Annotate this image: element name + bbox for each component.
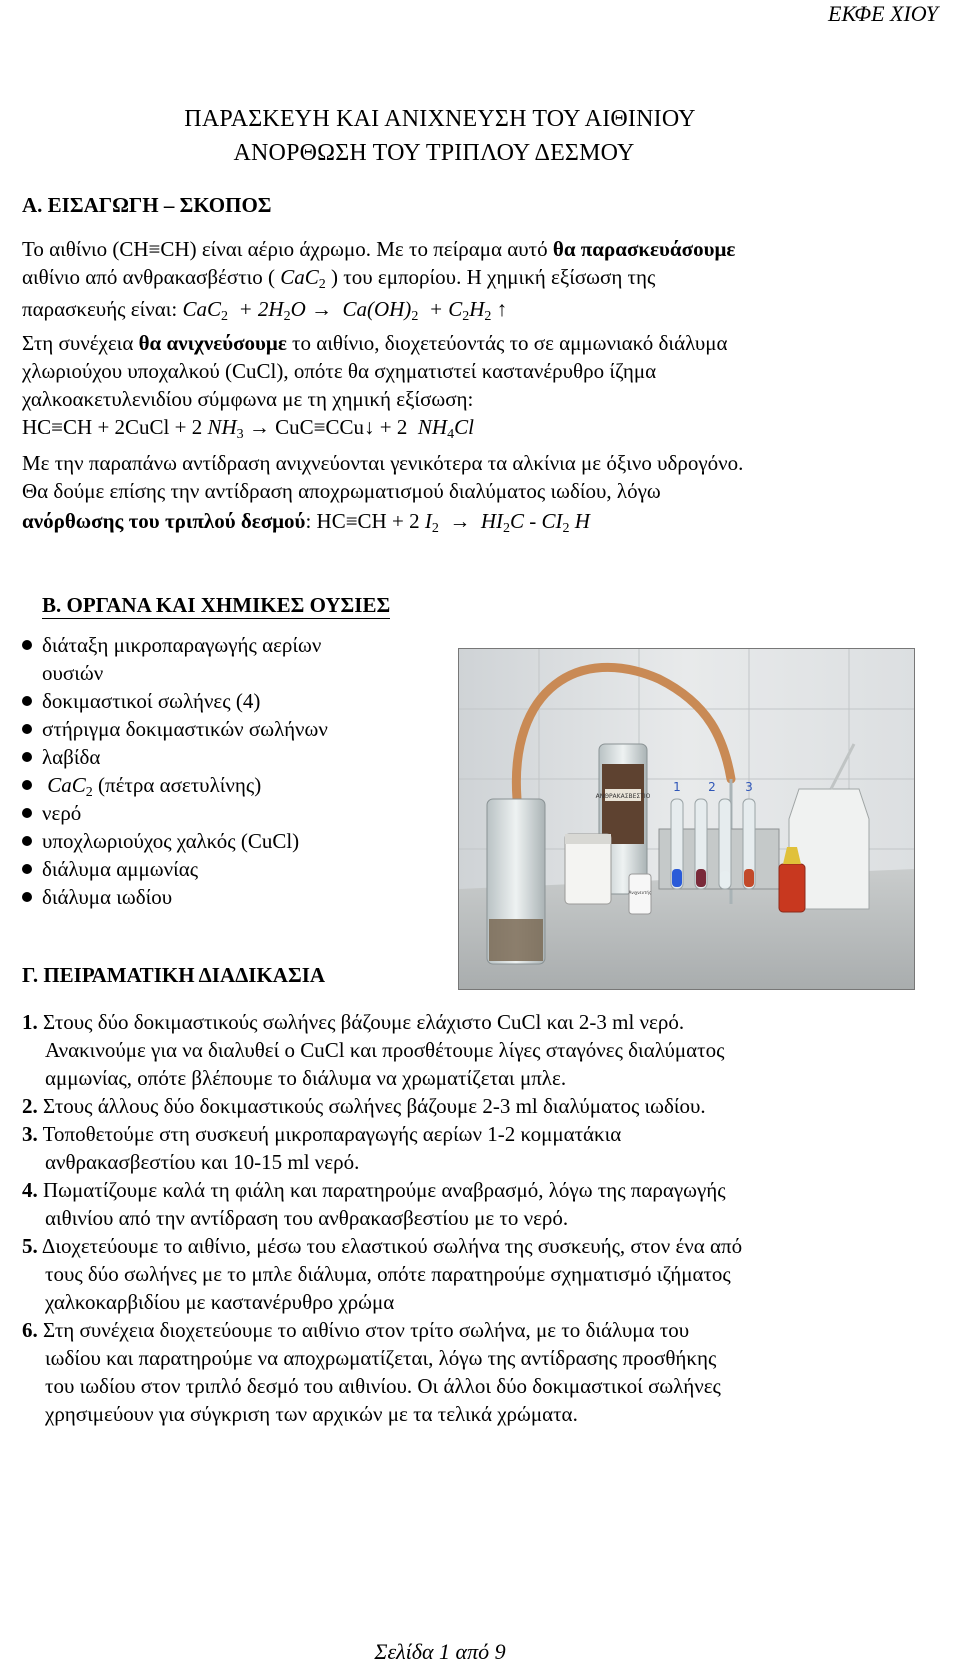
list-item	[22, 828, 299, 855]
text: παρασκευής είναι:	[22, 297, 183, 321]
step-line	[45, 1261, 731, 1288]
step-number: 2.	[22, 1094, 38, 1118]
formula-nh4cl: $NH_4Cl$	[412, 415, 474, 442]
bullet-icon	[22, 696, 32, 706]
text: υποχλωριούχος χαλκός (CuCl)	[42, 829, 300, 853]
step-line	[22, 1233, 742, 1260]
step-number: 4.	[22, 1178, 38, 1202]
text: αιθίνιο από ανθρακασβέστιο (	[22, 265, 281, 289]
step-text: Τοποθετούμε στη συσκευή μικροπαραγωγής αερίων 1-2 κομματάκια	[37, 1122, 622, 1146]
title-line-2: ΑΝΟΡΘΩΣΗ ΤΟΥ ΤΡΙΠΛΟΥ ΔΕΣΜΟΥ	[233, 140, 635, 166]
flask-liquid	[489, 919, 543, 961]
section-b-heading	[42, 592, 390, 619]
equation-preparation: $CaC_2 + 2H_2O \to Ca(OH)_2 + C_2H_2$ ↑	[182, 297, 508, 324]
step-line	[22, 1009, 684, 1036]
text: ) του εμπορίου. Η χημική εξίσωση της	[325, 265, 656, 289]
intro-line-2	[22, 264, 922, 294]
text: CuC≡CCu	[275, 415, 365, 439]
formula-nh3: $NH_3$	[207, 415, 244, 442]
tube-1-blue	[672, 869, 682, 887]
text: : HC≡CH + 2	[305, 509, 425, 533]
step-line	[22, 1093, 706, 1120]
apparatus-photo	[458, 648, 915, 990]
bold-text: θα παρασκευάσουμε	[552, 237, 736, 261]
jar-label-text: ΑΝΘΡΑΚΑΣΒΕΣΤΙΟ	[595, 793, 651, 800]
section-c-heading: Γ. ΠΕΙΡΑΜΑΤΙΚΗ ΔΙΑΔΙΚΑΣΙΑ	[22, 963, 326, 987]
step-line	[45, 1345, 716, 1372]
intro-line-4	[22, 330, 922, 357]
step-text: χαλκοκαρβιδίου με καστανέρυθρο χρώμα	[45, 1290, 395, 1314]
text: διάταξη μικροπαραγωγής αερίων	[42, 633, 322, 657]
equation-detection: HC≡CH + 2CuCl + 2 $NH_3$ → CuC≡CCu↓ + 2 $NH_4Cl$	[22, 415, 474, 442]
tube-label-2: 2	[708, 780, 716, 794]
list-item	[22, 744, 100, 771]
step-text: χρησιμεύουν για σύγκριση των αρχικών με τα τελικά χρώματα.	[45, 1402, 578, 1426]
bold-text: θα ανιχνεύσουμε	[138, 331, 287, 355]
intro-line-6: χαλκοακετυλενιδίου σύμφωνα με τη χημική εξίσωση:	[22, 387, 474, 411]
list-item	[22, 800, 81, 827]
intro-line-8: Με την παραπάνω αντίδραση ανιχνεύονται γενικότερα τα αλκίνια με όξινο υδρογόνο.	[22, 451, 744, 475]
intro-line-10	[22, 508, 922, 538]
text: HC≡CH + 2CuCl + 2	[22, 415, 208, 439]
tube-4-iodine	[744, 869, 754, 887]
text: Στη συνέχεια	[22, 331, 139, 355]
step-text: Στη συνέχεια διοχετεύουμε το αιθίνιο στον τρίτο σωλήνα, με το διάλυμα του	[37, 1318, 690, 1342]
formula-cac2: CaC$_2$	[42, 773, 93, 800]
dropper-label-text: Ανιχνευτής	[628, 890, 652, 895]
text: διάλυμα αμμωνίας	[42, 857, 199, 881]
step-line	[22, 1121, 621, 1148]
step-line	[22, 1177, 726, 1204]
text: (πέτρα ασετυλίνης)	[98, 773, 262, 797]
list-item	[22, 688, 260, 715]
step-text: ανθρακασβεστίου και 10-15 ml νερό.	[45, 1150, 360, 1174]
intro-line-3-equation	[22, 296, 922, 326]
step-line	[22, 1317, 689, 1344]
intro-line-5: χλωριούχου υποχαλκού (CuCl), οπότε θα σχηματιστεί καστανέρυθρο ίζημα	[22, 359, 657, 383]
step-text: Πωματίζουμε καλά τη φιάλη και παρατηρούμε αναβρασμό, λόγω της παραγωγής	[37, 1178, 726, 1202]
tube-2-brown	[696, 869, 706, 887]
section-a-heading: Α. ΕΙΣΑΓΩΓΗ – ΣΚΟΠΟΣ	[22, 193, 272, 217]
heading-text: Β. ΟΡΓΑΝΑ ΚΑΙ ΧΗΜΙΚΕΣ ΟΥΣΙΕΣ	[42, 593, 391, 617]
text: Το αιθίνιο (CH≡CH) είναι αέριο άχρωμο. Με το πείραμα αυτό	[22, 237, 553, 261]
list-item	[22, 632, 321, 659]
tube-label-3: 3	[745, 780, 753, 794]
bold-text: ανόρθωσης του τριπλού δεσμού	[22, 509, 306, 533]
bullet-icon	[22, 780, 32, 790]
tube-label-1: 1	[673, 780, 681, 794]
container-lid	[565, 834, 611, 844]
text: δοκιμαστικοί σωλήνες (4)	[42, 689, 261, 713]
formula-cac2: CaC$_2$	[280, 265, 326, 292]
step-text: Ανακινούμε για να διαλυθεί ο CuCl και προσθέτουμε λίγες σταγόνες διαλύματος	[45, 1038, 725, 1062]
page-footer: Σελίδα 1 από 9	[374, 1639, 506, 1664]
list-item	[42, 660, 103, 687]
step-text: τους δύο σωλήνες με το μπλε διάλυμα, οπότε παρατηρούμε σχηματισμό ιζήματος	[45, 1262, 731, 1286]
step-text: Στους δύο δοκιμαστικούς σωλήνες βάζουμε ελάχιστο CuCl και 2-3 ml νερό.	[37, 1010, 685, 1034]
list-item	[22, 716, 328, 743]
step-text: Στους άλλους δύο δοκιμαστικούς σωλήνες βάζουμε 2-3 ml διαλύματος ιωδίου.	[37, 1094, 706, 1118]
step-text: ιωδίου και παρατηρούμε να αποχρωματίζεται, λόγω της αντίδρασης προσθήκης	[45, 1346, 717, 1370]
bullet-icon	[22, 752, 32, 762]
step-number: 1.	[22, 1010, 38, 1034]
white-container	[565, 834, 611, 904]
list-item	[22, 884, 172, 911]
carbide-contents	[602, 764, 644, 844]
step-line	[45, 1149, 359, 1176]
equation-iodine: $I_2 \to HI_2C - CI_2$ H	[424, 509, 590, 536]
step-line	[45, 1373, 721, 1400]
step-number: 5.	[22, 1234, 38, 1258]
tube-3-clear	[720, 871, 730, 887]
bullet-icon	[22, 808, 32, 818]
text: ουσιών	[42, 661, 104, 685]
title-line-1: ΠΑΡΑΣΚΕΥΗ ΚΑΙ ΑΝΙΧΝΕΥΣΗ ΤΟΥ ΑΙΘΙΝΙΟΥ	[184, 106, 696, 132]
step-number: 3.	[22, 1122, 38, 1146]
apparatus-illustration	[459, 649, 914, 989]
text: + 2	[374, 415, 413, 439]
step-line	[45, 1289, 394, 1316]
text: στήριγμα δοκιμαστικών σωλήνων	[42, 717, 328, 741]
step-text: του ιωδίου στον τριπλό δεσμό του αιθινίου. Οι άλλοι δύο δοκιμαστικοί σωλήνες	[45, 1374, 721, 1398]
step-text: Διοχετεύουμε το αιθίνιο, μέσω του ελαστικού σωλήνα της συσκευής, στον ένα από	[37, 1234, 743, 1258]
step-number: 6.	[22, 1318, 38, 1342]
bullet-icon	[22, 892, 32, 902]
step-line	[45, 1401, 578, 1428]
step-text: αμμωνίας, οπότε βλέπουμε το διάλυμα να χρωματίζεται μπλε.	[45, 1066, 567, 1090]
step-line	[45, 1065, 566, 1092]
list-item	[22, 772, 261, 802]
intro-line-1	[22, 236, 922, 263]
bullet-icon	[22, 864, 32, 874]
step-text: αιθινίου από την αντίδραση του ανθρακασβεστίου με το νερό.	[45, 1206, 569, 1230]
red-dropper-bottle	[779, 864, 805, 912]
step-line	[45, 1037, 724, 1064]
bullet-icon	[22, 836, 32, 846]
intro-line-9: Θα δούμε επίσης την αντίδραση αποχρωματισμού διαλύματος ιωδίου, λόγω	[22, 479, 661, 503]
text: νερό	[42, 801, 82, 825]
bullet-icon	[22, 640, 32, 650]
header-label: ΕΚΦΕ ΧΙΟΥ	[828, 1, 938, 26]
text: το αιθίνιο, διοχετεύοντάς το σε αμμωνιακό διάλυμα	[286, 331, 728, 355]
bullet-icon	[22, 724, 32, 734]
step-line	[45, 1205, 568, 1232]
text: λαβίδα	[42, 745, 101, 769]
text: διάλυμα ιωδίου	[42, 885, 173, 909]
list-item	[22, 856, 198, 883]
